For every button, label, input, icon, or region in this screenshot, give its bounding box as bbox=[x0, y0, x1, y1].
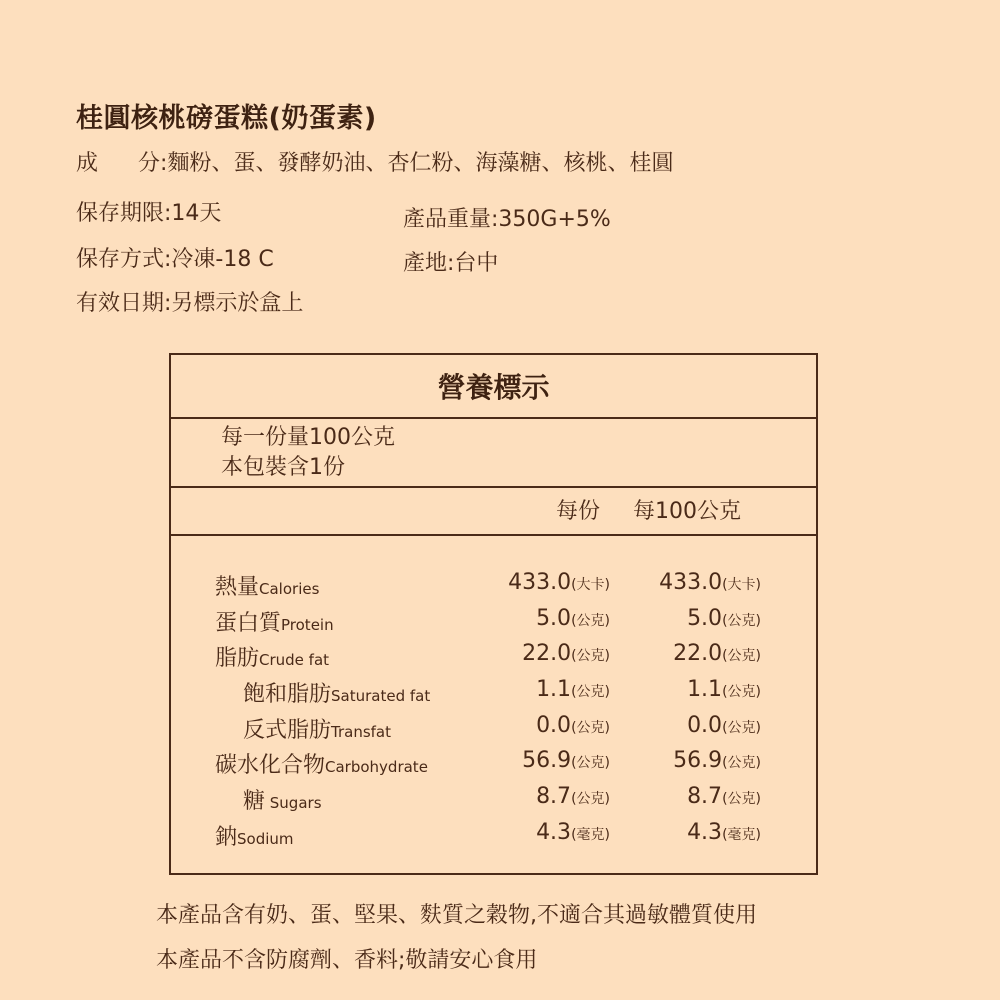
nutrient-rows bbox=[171, 570, 816, 856]
col-per-serving: 每份 bbox=[556, 499, 601, 524]
nutrient-en: Crude fat bbox=[259, 651, 330, 670]
nutrient-en: Calories bbox=[259, 580, 320, 598]
nutrient-row-sodium bbox=[171, 820, 816, 856]
value-per-100g: 0.0 bbox=[687, 712, 723, 738]
unit: (公克) bbox=[571, 648, 610, 665]
unit: (公克) bbox=[722, 684, 761, 701]
unit: (公克) bbox=[722, 648, 761, 665]
unit: (大卡) bbox=[722, 577, 761, 593]
product-title: 桂圓核桃磅蛋糕(奶蛋素) bbox=[76, 103, 377, 134]
unit: (公克) bbox=[722, 755, 761, 772]
value-per-serving: 22.0 bbox=[522, 641, 572, 667]
unit: (毫克) bbox=[571, 826, 610, 843]
value-per-100g: 433.0 bbox=[659, 570, 723, 595]
nutrient-zh: 飽和脂肪 bbox=[243, 682, 332, 708]
value-per-serving: 5.0 bbox=[536, 605, 572, 631]
serving-info bbox=[171, 419, 816, 488]
value-per-100g: 22.0 bbox=[673, 641, 723, 667]
nutrient-zh: 熱量 bbox=[215, 575, 260, 600]
value-per-serving: 433.0 bbox=[508, 570, 572, 595]
nutrient-en: Transfat bbox=[331, 722, 392, 741]
nutrient-row-saturated-fat bbox=[171, 677, 816, 713]
unit: (公克) bbox=[571, 719, 610, 736]
nutrition-title: 營養標示 bbox=[171, 355, 816, 419]
ingredients-list: 麵粉、蛋、發酵奶油、杏仁粉、海藻糖、核桃、桂圓 bbox=[167, 151, 674, 176]
shelf-life: 保存期限:14天 bbox=[76, 201, 222, 226]
value-per-100g: 1.1 bbox=[687, 677, 723, 703]
nutrient-row-carbohydrate bbox=[171, 748, 816, 784]
product-weight: 產品重量:350G+5% bbox=[403, 207, 611, 232]
ingredients-line bbox=[76, 146, 673, 177]
nutrient-row-protein bbox=[171, 606, 816, 642]
expiry-date: 有效日期:另標示於盒上 bbox=[76, 291, 304, 316]
nutrient-en: Protein bbox=[281, 615, 334, 634]
unit: (毫克) bbox=[722, 826, 761, 843]
unit: (公克) bbox=[571, 684, 610, 701]
unit: (公克) bbox=[571, 791, 610, 808]
nutrient-zh: 鈉 bbox=[215, 824, 238, 850]
nutrient-zh: 碳水化合物 bbox=[215, 753, 326, 779]
ingredients-label-2: 分: bbox=[138, 151, 168, 176]
value-per-100g: 8.7 bbox=[687, 784, 723, 810]
nutrient-en: Carbohydrate bbox=[325, 758, 428, 777]
nutrient-row-fat bbox=[171, 641, 816, 677]
servings-per-package: 本包裝含1份 bbox=[221, 455, 345, 480]
value-per-serving: 8.7 bbox=[536, 784, 572, 810]
nutrient-zh: 反式脂肪 bbox=[243, 717, 332, 743]
column-headers bbox=[171, 488, 816, 536]
value-per-serving: 56.9 bbox=[522, 748, 572, 774]
nutrient-en: Sugars bbox=[265, 794, 322, 813]
nutrient-row-sugars bbox=[171, 784, 816, 820]
unit: (公克) bbox=[571, 612, 610, 629]
preservative-note: 本產品不含防腐劑、香料;敬請安心食用 bbox=[156, 948, 538, 973]
origin: 產地:台中 bbox=[403, 251, 499, 276]
nutrient-en: Saturated fat bbox=[331, 687, 431, 706]
unit: (公克) bbox=[722, 612, 761, 629]
nutrition-facts-panel bbox=[169, 353, 818, 875]
storage-method: 保存方式:冷凍-18 C bbox=[76, 247, 274, 272]
unit: (公克) bbox=[722, 719, 761, 736]
unit: (公克) bbox=[571, 755, 610, 772]
nutrient-row-calories bbox=[171, 570, 816, 606]
unit: (公克) bbox=[722, 791, 761, 808]
nutrient-zh: 脂肪 bbox=[215, 646, 260, 672]
nutrient-row-trans-fat bbox=[171, 713, 816, 749]
allergen-note: 本產品含有奶、蛋、堅果、麩質之穀物,不適合其過敏體質使用 bbox=[156, 903, 757, 928]
value-per-100g: 4.3 bbox=[687, 819, 723, 845]
col-per-100g: 每100公克 bbox=[633, 499, 741, 524]
nutrient-zh: 糖 bbox=[243, 789, 266, 815]
value-per-serving: 1.1 bbox=[536, 677, 572, 703]
value-per-100g: 5.0 bbox=[687, 605, 723, 631]
nutrient-zh: 蛋白質 bbox=[215, 610, 282, 636]
value-per-serving: 0.0 bbox=[536, 712, 572, 738]
serving-size: 每一份量100公克 bbox=[221, 425, 395, 450]
ingredients-label-1: 成 bbox=[76, 151, 99, 176]
nutrient-en: Sodium bbox=[237, 829, 294, 848]
value-per-100g: 56.9 bbox=[673, 748, 723, 774]
unit: (大卡) bbox=[571, 577, 610, 593]
value-per-serving: 4.3 bbox=[536, 819, 572, 845]
